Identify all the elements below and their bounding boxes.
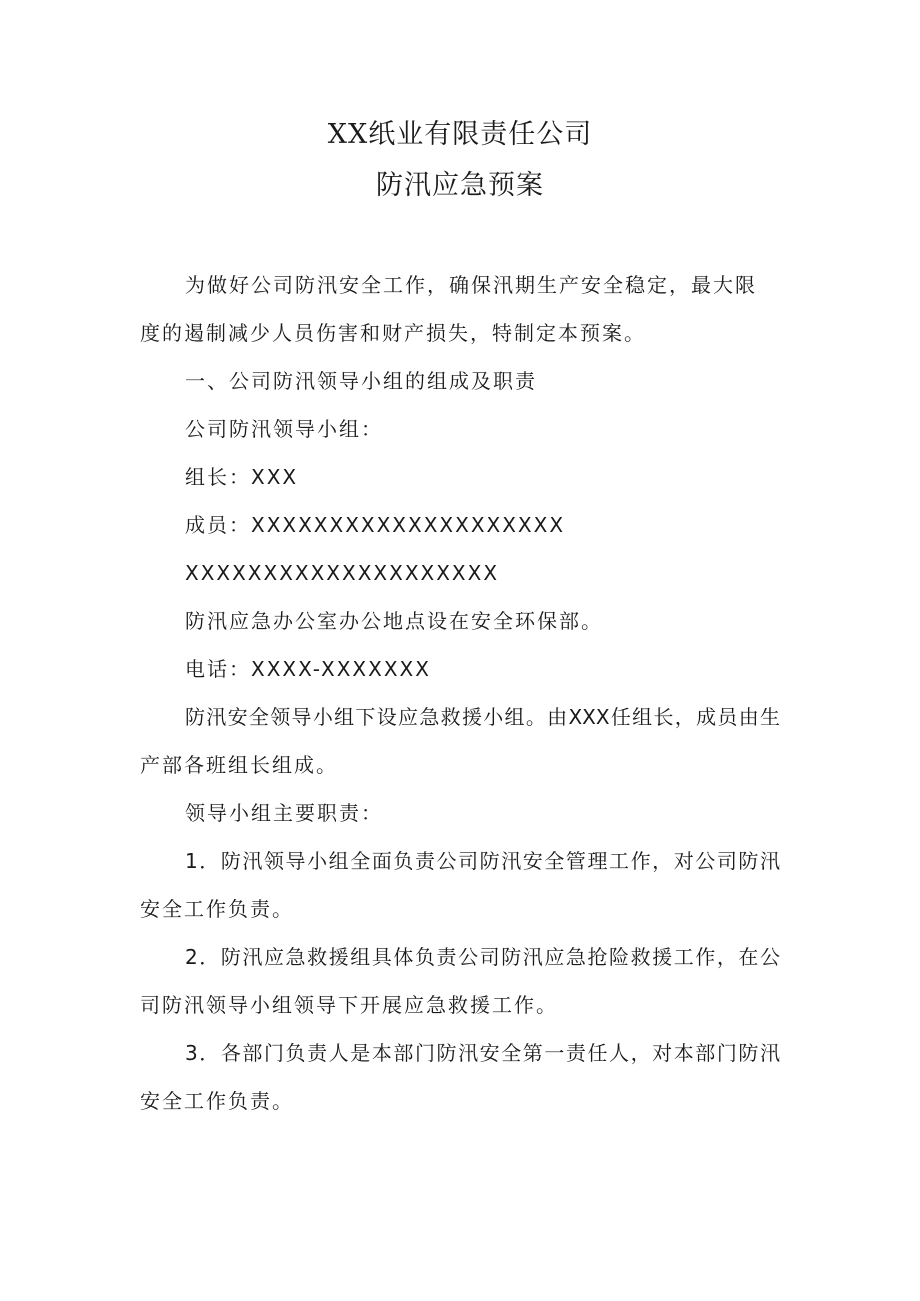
- duty-3-line-1: 3．各部门负责人是本部门防汛安全第一责任人，对本部门防汛: [185, 1041, 780, 1065]
- group-leader-line: 组长：XXX: [185, 465, 299, 489]
- document-title-company: XX纸业有限责任公司: [327, 119, 593, 150]
- office-location-line: 防汛应急办公室办公地点设在安全环保部。: [185, 609, 603, 633]
- intro-paragraph-line-2: 度的遏制减少人员伤害和财产损失，特制定本预案。: [140, 321, 646, 345]
- intro-paragraph-line-1: 为做好公司防汛安全工作，确保汛期生产安全稳定，最大限: [185, 273, 757, 297]
- duty-1-line-2: 安全工作负责。: [140, 897, 294, 921]
- rescue-group-paragraph-line-2: 产部各班组长组成。: [140, 753, 338, 777]
- section-heading-1: 一、公司防汛领导小组的组成及职责: [185, 369, 537, 393]
- members-line-1: 成员：XXXXXXXXXXXXXXXXXXXX: [185, 513, 566, 537]
- rescue-group-paragraph-line-1: 防汛安全领导小组下设应急救援小组。由XXX任组长，成员由生: [185, 705, 780, 729]
- duty-1-line-1: 1．防汛领导小组全面负责公司防汛安全管理工作，对公司防汛: [185, 849, 780, 873]
- duty-3-line-2: 安全工作负责。: [140, 1089, 294, 1113]
- duty-2-line-1: 2．防汛应急救援组具体负责公司防汛应急抢险救援工作，在公: [185, 945, 780, 969]
- duties-heading: 领导小组主要职责：: [185, 801, 383, 825]
- members-line-2: XXXXXXXXXXXXXXXXXXXX: [185, 561, 500, 585]
- document-title-plan: 防汛应急预案: [376, 170, 544, 201]
- duty-2-line-2: 司防汛领导小组领导下开展应急救援工作。: [140, 993, 558, 1017]
- phone-line: 电话：XXXX-XXXXXXX: [185, 657, 431, 681]
- leadership-group-label: 公司防汛领导小组：: [185, 417, 383, 441]
